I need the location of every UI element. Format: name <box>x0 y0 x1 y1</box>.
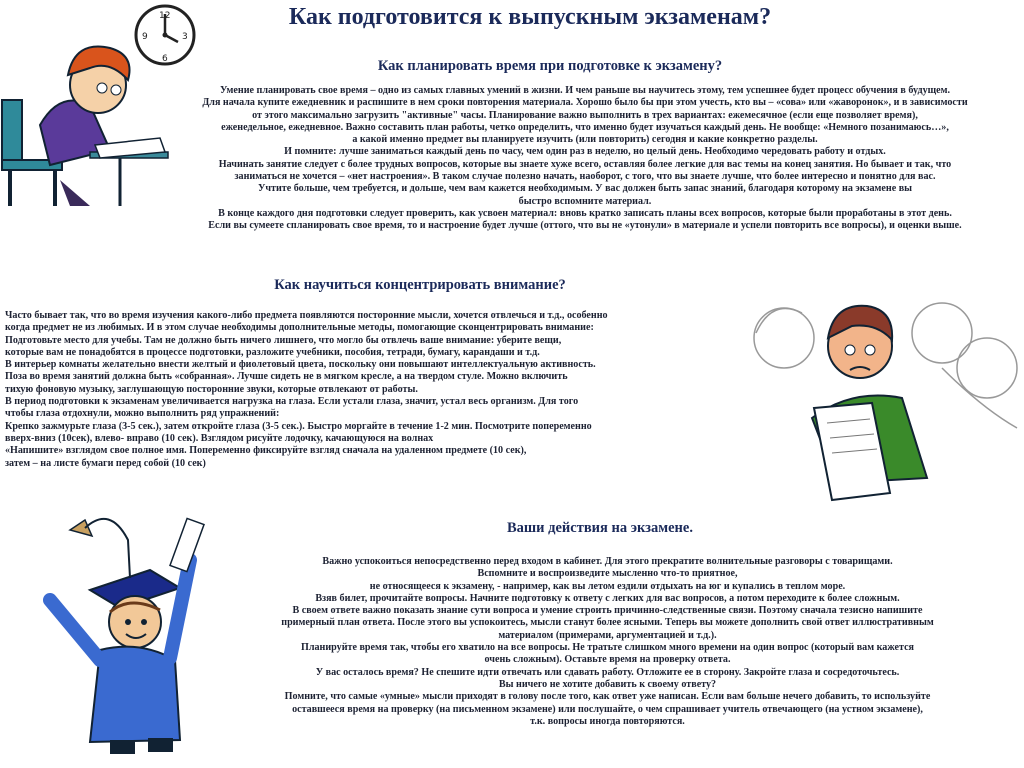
paragraph-line: В интерьер комнаты желательно внести желтый и фиолетовый цвета, поскольку они повышают интеллектуальную активность. <box>5 359 596 371</box>
section-text-concentration <box>5 310 745 470</box>
paragraph-line: еженедельное, ежедневное. Важно составить план работы, четко определить, что именно будет изучаться каждый день. Не вообще: «Немного позанимаюсь…», <box>221 121 949 133</box>
paragraph-line: не относящееся к экзамену, - например, как вы летом ездили отдыхать на юг и купались в теплом море. <box>369 580 846 592</box>
section-text-time-planning <box>150 85 1020 233</box>
paragraph-line: Для начала купите ежедневник и распишите в нем сроки повторения материала. Хорошо было бы при этом учесть, кто вы – «сова» или «жаворонок», и в зависимости <box>202 97 968 109</box>
paragraph-line: В своем ответе важно показать знание сути вопроса и умение строить причинно-следственные связи. Поэтому сначала тезисно напишите <box>292 605 923 617</box>
svg-text:6: 6 <box>162 54 168 64</box>
paragraph-line: когда предмет не из любимых. И в этом случае необходимы дополнительные методы, помогающие сконцентрировать внимание: <box>5 322 594 334</box>
paragraph-line: Умение планировать свое время – одно из самых главных умений в жизни. И чем раньше вы научитесь этому, тем успешнее будет процесс обучения в будущем. <box>219 85 951 96</box>
paragraph-line: Крепко зажмурьте глаза (3-5 сек.), затем откройте глаза (3-5 сек.). Быстро моргайте в течение 1-2 мин. Посмотрите попеременно <box>5 420 592 432</box>
paragraph-line: а какой именно предмет вы планируете изучить (или повторить) сегодня и какие конкретно разделы. <box>352 134 818 146</box>
paragraph-line: затем – на листе бумаги перед собой (10 сек) <box>5 457 206 469</box>
page-title: Как подготовится к выпускным экзаменам? <box>288 4 772 30</box>
paragraph-line: которые вам не понадобятся в процессе подготовки, разложите учебники, пособия, тетради, бумагу, карандаши и т.д. <box>5 346 540 358</box>
paragraph-line: Если вы сумеете спланировать свое время, то и настроение будет лучше (оттого, что вы не «утонули» в материале и успели повторить все вопросы), и оценки выше. <box>208 220 962 232</box>
graduate-with-diploma-icon <box>30 500 215 760</box>
svg-text:12: 12 <box>159 11 171 21</box>
paragraph-line: быстро вспомните материал. <box>518 195 652 207</box>
paragraph-line: тихую фоновую музыку, заглушающую посторонние звуки, которые отвлекают от работы. <box>5 383 418 395</box>
paragraph-line: И помните: лучше заниматься каждый день по часу, чем один раз в неделю, но целый день. Необходимо чередовать работу и отдых. <box>284 146 886 158</box>
paragraph-line: примерный план ответа. После этого вы успокоитесь, мысли станут более ясными. Теперь вы можете дополнить свой ответ иллюстративным <box>281 617 934 629</box>
svg-text:3: 3 <box>182 32 188 42</box>
paragraph-line: У вас осталось время? Не спешите идти отвечать или сдавать работу. Отложите ее в сторону. Закройте глаза и сосредоточьтесь. <box>315 666 900 678</box>
paragraph-line: В конце каждого дня подготовки следует проверить, как усвоен материал: вновь кратко записать планы всех вопросов, которые были проработаны в этот день. <box>218 207 952 219</box>
paragraph-line: Помните, что самые «умные» мысли приходят в голову после того, как ответ уже написан. Если вам больше нечего добавить, то используйте <box>284 691 931 703</box>
paragraph-line: Взяв билет, прочитайте вопросы. Начните подготовку к ответу с легких для вас вопросов, а потом переходите к более сложным. <box>315 592 900 604</box>
paragraph-line: Планируйте время так, чтобы его хватило на все вопросы. Не тратьте слишком много времени на один вопрос (который вам кажется <box>300 642 915 654</box>
paragraph-line: Важно успокоиться непосредственно перед входом в кабинет. Для этого прекратите волнительные разговоры с товарищами. <box>322 556 893 567</box>
paragraph-line: Вы ничего не хотите добавить к своему ответу? <box>498 678 717 690</box>
svg-text:9: 9 <box>142 32 148 42</box>
paragraph-line: от этого максимально загрузить "активные" часы. Планирование важно выполнить в трех вариантах: ежемесячное (если еще позволяет время), <box>252 109 918 121</box>
section-heading-concentration: Как научиться концентрировать внимание? <box>274 277 566 293</box>
student-at-desk-icon <box>0 30 172 208</box>
section-text-exam-actions <box>195 556 1020 728</box>
paragraph-line: заниматься не хочется – «нет настроения». В таком случае полезно начать, наоборот, с того, что вы знаете лучше, что более интересно и понятно для вас. <box>234 171 936 183</box>
paragraph-line: Учтите больше, чем требуется, и дольше, чем вам кажется необходимым. У вас должен быть запас знаний, благодаря которому на экзамене вы <box>257 183 913 195</box>
student-reading-paper-icon <box>742 278 1022 506</box>
paragraph-line: материалом (примерами, аргументацией и т.д.). <box>498 629 717 641</box>
paragraph-line: Подготовьте место для учебы. Там не должно быть ничего лишнего, что могло бы отвлечь ваше внимание: уберите вещи, <box>5 334 562 346</box>
section-heading-time-planning: Как планировать время при подготовке к экзамену? <box>377 58 723 74</box>
paragraph-line: Часто бывает так, что во время изучения какого-либо предмета появляются посторонние мысли, хочется отвлечься и т.д., особенно <box>5 310 608 321</box>
paragraph-line: вверх-вниз (10сек), влево- вправо (10 сек). Взглядом рисуйте лодочку, качающуюся на волнах <box>5 432 434 444</box>
paragraph-line: Поза во время занятий должна быть «собранная». Лучше сидеть не в мягком кресле, а на твердом стуле. Можно включить <box>5 371 568 383</box>
paragraph-line: очень сложным). Оставьте время на проверку ответа. <box>484 654 731 666</box>
paragraph-line: «Напишите» взглядом свое полное имя. Попеременно фиксируйте взгляд сначала на удаленном предмете (10 сек), <box>5 445 527 457</box>
paragraph-line: т.к. вопросы иногда повторяются. <box>530 715 685 727</box>
paragraph-line: Вспомните и воспроизведите мысленно что-то приятное, <box>477 568 738 580</box>
section-heading-exam-actions: Ваши действия на экзамене. <box>507 520 693 536</box>
paragraph-line: В период подготовки к экзаменам увеличивается нагрузка на глаза. Если устали глаза, значит, устал весь организм. Для того <box>5 396 579 408</box>
paragraph-line: Начинать занятие следует с более трудных вопросов, которые вы знаете хуже всего, оставляя более легкие для вас темы на конец занятия. Но бывает и так, что <box>218 158 952 170</box>
paragraph-line: чтобы глаза отдохнули, можно выполнить ряд упражнений: <box>5 408 280 420</box>
paragraph-line: оставшееся время на проверку (на письменном экзамене) или послушайте, о чем спрашивает учитель отвечающего (на устном экзамене), <box>292 703 923 715</box>
